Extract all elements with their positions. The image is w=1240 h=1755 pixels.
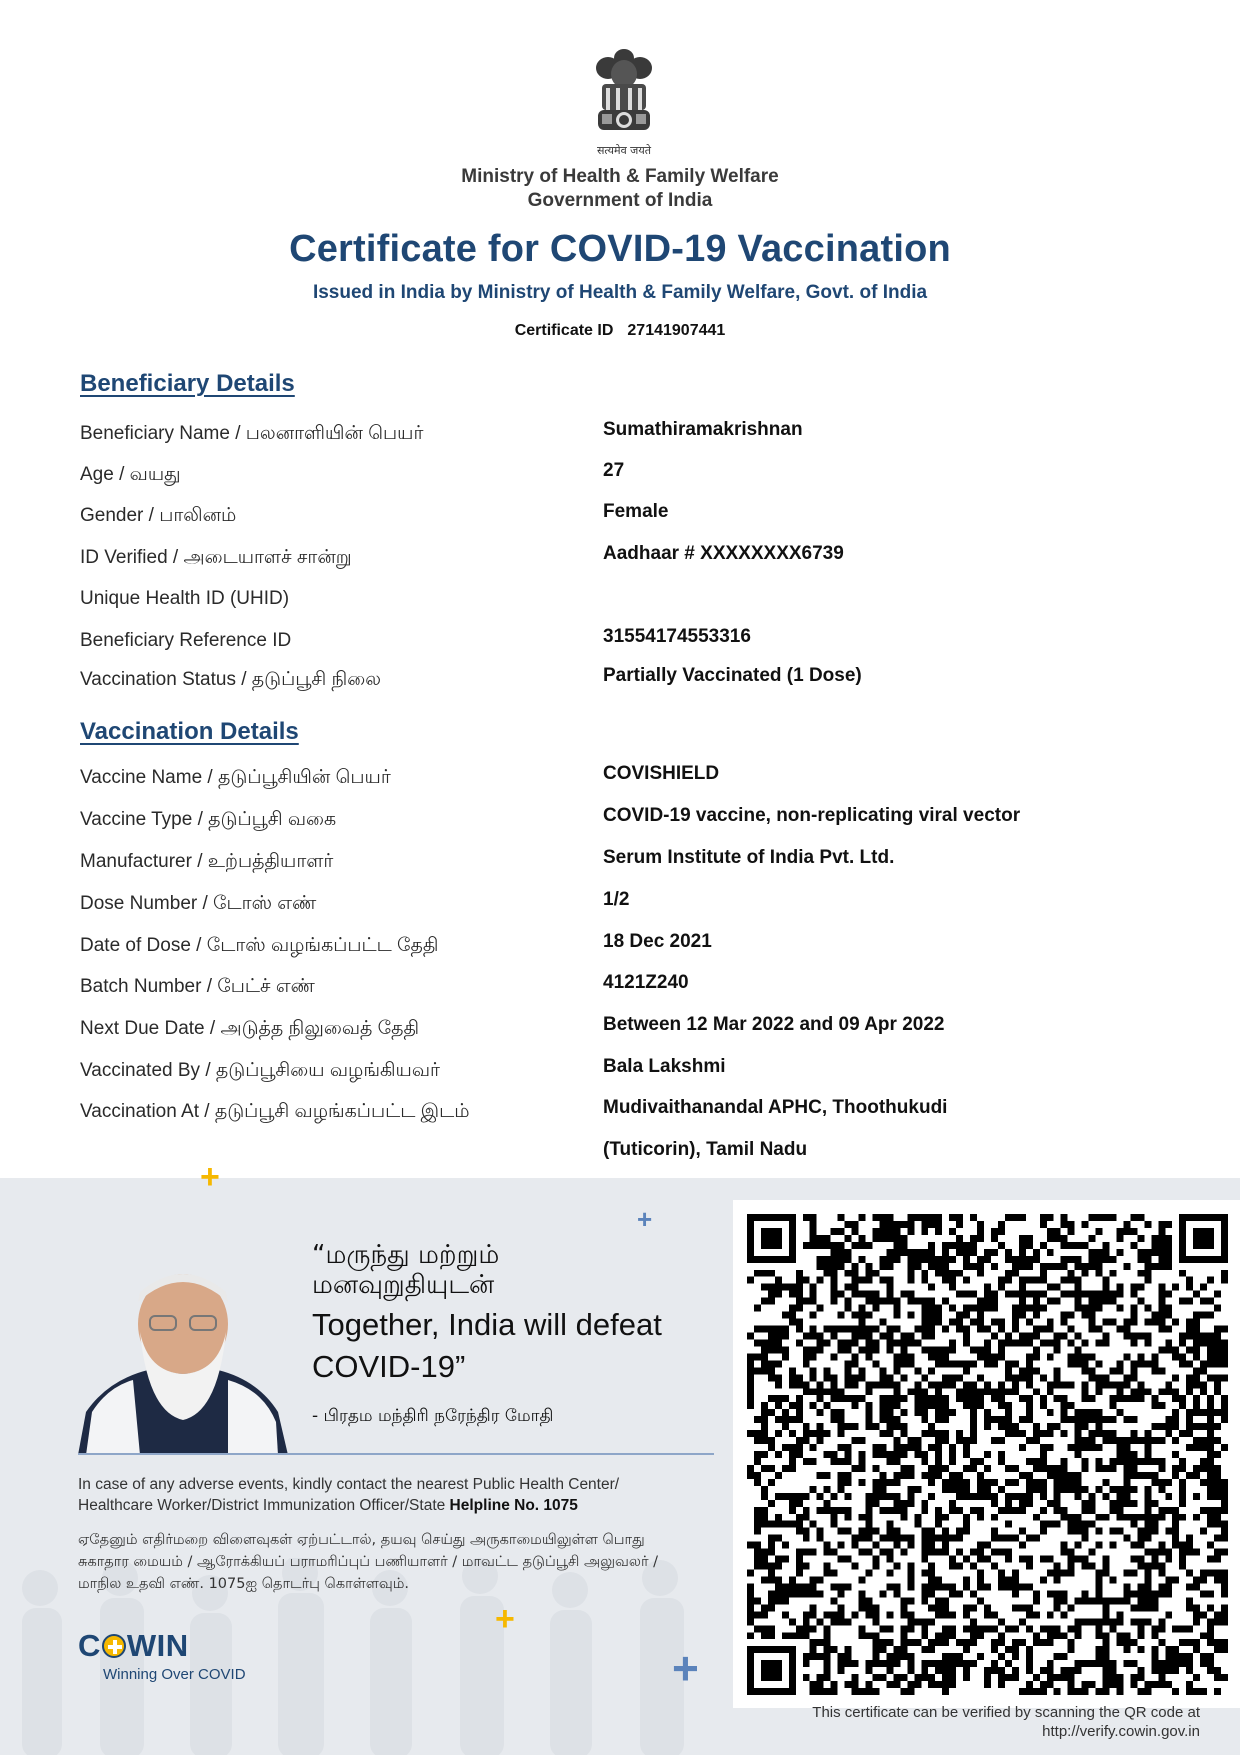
cowin-logo: C WIN Winning Over COVID — [78, 1628, 246, 1683]
row-value: Bala Lakshmi — [603, 1056, 726, 1077]
row-value: Partially Vaccinated (1 Dose) — [603, 665, 862, 686]
quote-english-line1: Together, India will defeat — [312, 1307, 662, 1342]
national-emblem-icon — [588, 44, 660, 162]
plus-decoration-icon: + — [200, 1158, 220, 1196]
row-value: Female — [603, 501, 669, 522]
detail-row-vaccinated-by — [0, 1056, 1240, 1096]
row-value: COVISHIELD — [603, 763, 720, 784]
row-value: COVID-19 vaccine, non-replicating viral vector — [603, 805, 1021, 826]
detail-row-date-of-dose — [0, 931, 1240, 971]
vaccination-details-heading: Vaccination Details — [80, 718, 299, 745]
prime-minister-portrait — [78, 1262, 288, 1455]
adverse-events-notice-english: In case of any adverse events, kindly contact the nearest Public Health Center/ Healthcare Worker/District Immunization Officer/State Helpline No. 1075 — [78, 1476, 620, 1514]
row-label: Manufacturer / உற்பத்தியாளர் — [80, 851, 334, 872]
certificate-id-value: 27141907441 — [627, 322, 726, 339]
svg-text:सत्यमेव जयते: सत्यमेव जयते — [596, 144, 652, 157]
detail-row-age — [0, 460, 1240, 500]
ministry-name: Ministry of Health & Family Welfare — [461, 166, 779, 187]
detail-row-vaccination-at — [0, 1097, 1240, 1137]
cowin-tagline: Winning Over COVID — [103, 1666, 246, 1683]
row-value: (Tuticorin), Tamil Nadu — [603, 1139, 808, 1160]
row-label: Age / வயது — [80, 464, 181, 485]
beneficiary-details-heading: Beneficiary Details — [80, 370, 295, 397]
verify-link[interactable]: http://verify.cowin.gov.in — [1042, 1723, 1200, 1740]
quote-attribution: - பிரதம மந்திரி நரேந்திர மோதி — [312, 1406, 554, 1426]
detail-row-vaccination-status — [0, 665, 1240, 705]
helpline-number: Helpline No. 1075 — [449, 1497, 578, 1514]
quote-tamil-line2: மனவுறுதியுடன் — [312, 1270, 495, 1300]
page-title: Certificate for COVID-19 Vaccination — [289, 228, 951, 270]
detail-row-id-verified — [0, 543, 1240, 583]
plus-circle-icon — [102, 1634, 126, 1658]
row-value: 27 — [603, 460, 625, 481]
row-label: Unique Health ID (UHID) — [80, 588, 290, 609]
detail-row-manufacturer — [0, 847, 1240, 887]
quote-tamil-line1: “மருந்து மற்றும் — [312, 1240, 500, 1270]
page-subtitle: Issued in India by Ministry of Health & Family Welfare, Govt. of India — [312, 282, 928, 303]
government-name: Government of India — [527, 190, 713, 211]
adverse-events-notice-tamil: ஏதேனும் எதிர்மறை விளைவுகள் ஏற்பட்டால், தயவு செய்து அருகாமையிலுள்ள பொது சுகாதார மையம் / ஆரோக்கியப் பராமரிப்புப் பணியாளர் / மாவட்ட தடுப்பூசி அலுவலர் / மாநில உதவி எண். 1075ஐ தொடர்பு கொள்ளவும். — [78, 1532, 659, 1592]
detail-row-vaccination-at-continued — [0, 1139, 1240, 1179]
row-value: Serum Institute of India Pvt. Ltd. — [603, 847, 895, 868]
row-label: Vaccine Type / தடுப்பூசி வகை — [80, 809, 337, 830]
detail-row-beneficiary-reference-id — [0, 626, 1240, 666]
row-label: Date of Dose / டோஸ் வழங்கப்பட்ட தேதி — [80, 935, 439, 956]
row-label: Vaccinated By / தடுப்பூசியை வழங்கியவர் — [80, 1060, 440, 1081]
row-label: Next Due Date / அடுத்த நிலுவைத் தேதி — [80, 1018, 420, 1039]
row-value: Between 12 Mar 2022 and 09 Apr 2022 — [603, 1014, 945, 1035]
certificate-id — [0, 322, 1240, 340]
verify-notice: This certificate can be verified by scanning the QR code at http://verify.cowin.gov.in — [812, 1704, 1200, 1740]
certificate-id-label: Certificate ID — [514, 322, 614, 339]
pm-quote — [312, 1240, 712, 1428]
detail-row-vaccine-type — [0, 805, 1240, 845]
row-label: Vaccination Status / தடுப்பூசி நிலை — [80, 669, 381, 690]
qr-code[interactable] — [747, 1214, 1228, 1695]
footer-divider — [78, 1453, 714, 1455]
row-value: 4121Z240 — [603, 972, 689, 993]
quote-english-line2: COVID-19” — [312, 1349, 466, 1384]
row-label: Batch Number / பேட்ச் எண் — [80, 976, 315, 997]
plus-decoration-icon: + — [495, 1600, 515, 1638]
row-value: 31554174553316 — [603, 626, 751, 647]
detail-row-next-due-date — [0, 1014, 1240, 1054]
detail-row-vaccine-name — [0, 763, 1240, 803]
detail-row-beneficiary-name — [0, 419, 1240, 459]
detail-row-gender — [0, 501, 1240, 541]
detail-row-dose-number — [0, 889, 1240, 929]
plus-decoration-icon: + — [637, 1204, 653, 1234]
row-value: Aadhaar # XXXXXXXX6739 — [603, 543, 844, 564]
row-label: Gender / பாலினம் — [80, 505, 237, 526]
detail-row-uhid — [0, 588, 1240, 624]
qr-code-container — [733, 1200, 1240, 1708]
detail-row-batch-number — [0, 972, 1240, 1012]
row-value: Mudivaithanandal APHC, Thoothukudi — [603, 1097, 948, 1118]
row-value: Sumathiramakrishnan — [603, 419, 803, 440]
row-label: ID Verified / அடையாளச் சான்று — [80, 547, 352, 568]
row-label: Vaccine Name / தடுப்பூசியின் பெயர் — [80, 767, 391, 788]
row-value: 1/2 — [603, 889, 630, 910]
plus-decoration-icon: + — [672, 1642, 699, 1694]
row-label: Beneficiary Reference ID — [80, 630, 292, 651]
row-value: 18 Dec 2021 — [603, 931, 712, 952]
row-label: Beneficiary Name / பலனாளியின் பெயர் — [80, 423, 424, 444]
row-label: Vaccination At / தடுப்பூசி வழங்கப்பட்ட இடம் — [80, 1101, 470, 1122]
row-label: Dose Number / டோஸ் எண் — [80, 893, 317, 914]
